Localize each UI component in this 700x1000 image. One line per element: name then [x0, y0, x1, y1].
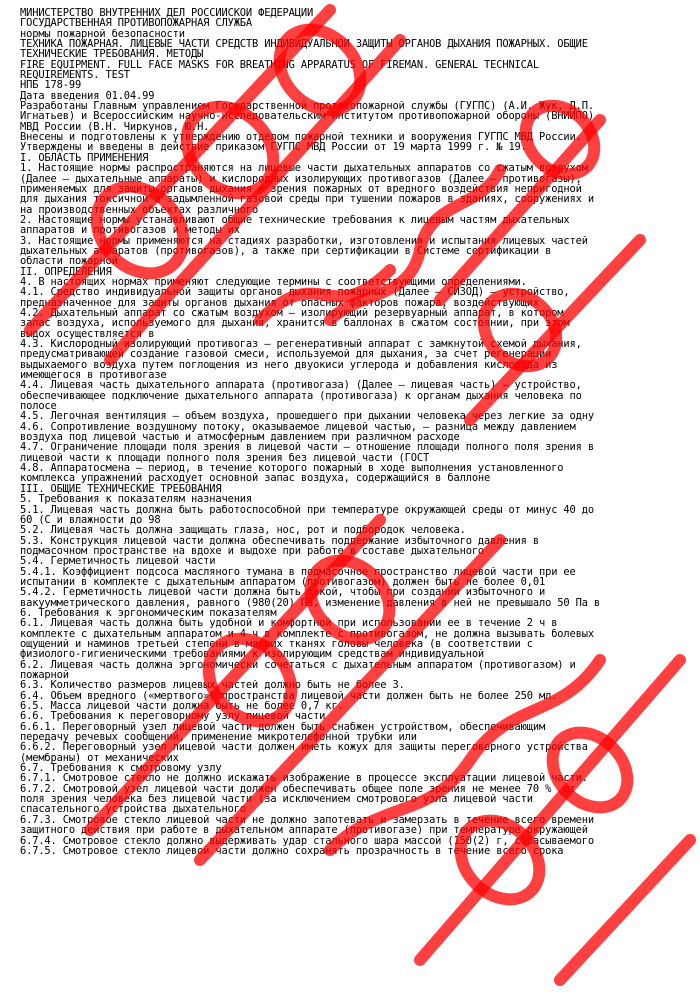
text-line: ГОСУДАРСТВЕННАЯ ПРОТИВОПОЖАРНАЯ СЛУЖБА [20, 18, 253, 29]
text-line: комплекте с дыхательным аппаратом и 4 ч в комплекте с противогазом, не должна вызывать болевых [20, 628, 594, 639]
text-line: 6.6.1. Переговорный узел лицевой части должен быть снабжен устройством, обеспечивающим [20, 721, 546, 733]
text-line: 5.1. Лицевая часть должна быть работоспособной при температуре окружающей среды от минус 40 до [20, 504, 594, 515]
text-line: комплекса упражнений расходует основной запас воздуха, содержащийся в баллоне [20, 473, 491, 484]
text-line: 5.2. Лицевая часть должна защищать глаза, нос, рот и подбородок человека. [20, 525, 466, 536]
text-line: ТЕХНИКА ПОЖАРНАЯ. ЛИЦЕВЫЕ ЧАСТИ СРЕДСТВ ИНДИВИДУАЛЬНОЙ ЗАЩИТЫ ОРГАНОВ ДЫХАНИЯ ПОЖАРНЫХ. ОБЩИЕ [20, 39, 588, 50]
text-line: 2. Настоящие нормы устанавливают общие технические требования к лицевым частям дыхательных [20, 214, 570, 226]
text-line: НПБ 178-99 [20, 80, 82, 91]
text-line: области пожарной [20, 256, 118, 267]
text-line: 6.5. Масса лицевой части должна быть не более 0,7 кг. [20, 701, 344, 712]
text-line: 6.7.1. Смотровое стекло не должно искажать изображение в процессе эксплуатации лицевой части. [20, 773, 588, 784]
text-line: обеспечивающее подключение дыхательного аппарата (противогаза) к органам дыхания человека по [20, 390, 582, 402]
text-line: 4.5. Легочная вентиляция – объем воздуха, прошедшего при дыхании человека через легкие за одну [20, 411, 594, 422]
text-line: 4.2. Дыхательный аппарат со сжатым воздухом – изолирующий резервуарный аппарат, в котором [20, 307, 564, 319]
text-line: I. ОБЛАСТЬ ПРИМЕНЕНИЯ [20, 152, 149, 164]
text-line: II. ОПРЕДЕЛЕНИЯ [20, 266, 112, 277]
text-line: 1. Настоящие нормы распространяются на лицевые части дыхательных аппаратов со сжатым воздухом [20, 163, 588, 174]
text-line: МИНИСТЕРСТВО ВНУТРЕННИХ ДЕЛ РОССИЙСКОЙ ФЕДЕРАЦИИ [20, 8, 314, 19]
text-line: дыхательных аппаратов (противогазов), а также при сертификации в Системе сертификации в [20, 245, 552, 257]
text-line: пожарной [20, 670, 69, 681]
text-line: III. ОБЩИЕ ТЕХНИЧЕСКИЕ ТРЕБОВАНИЯ [20, 483, 222, 495]
text-line: лицевой части к площади полного поля зрения без лицевой части (ГОСТ [20, 452, 430, 464]
text-line: 60 (С и влажности до 98 [20, 514, 161, 526]
text-line: FIRE EQUIPMENT. FULL FACE MASKS FOR BREATHING APPARATUS OF FIREMAN. GENERAL TECHNICAL [20, 59, 539, 71]
text-line: 4.3. Кислородный изолирующий противогаз – регенеративный аппарат с замкнутой схемой дыхания, [20, 339, 582, 350]
text-line: 6.6. Требования к переговорному узлу лицевой части [20, 711, 326, 722]
text-line: физиолого-гигиеническими требованиями к изолирующим средствам индивидуальной [20, 649, 485, 660]
text-line: 6.2. Лицевая часть должна эргономически сочетаться с дыхательным аппаратом (противогазом) и [20, 659, 576, 670]
text-line: 4.6. Сопротивление воздушному потоку, оказываемое лицевой частью, – разница между давлением [20, 421, 576, 433]
text-line: 6.1. Лицевая часть должна быть удобной и комфортной при использовании ее в течение 2 ч в [20, 618, 558, 629]
text-line: 5.3. Конструкция лицевой части должна обеспечивать поддержание избыточного давления в [20, 535, 539, 546]
text-line: 6.7. Требования к смотровому узлу [20, 763, 222, 774]
text-line: 5. Требования к показателям назначения [20, 494, 253, 505]
text-line: выдох осуществляется в [20, 328, 155, 339]
text-line: поля зрения человека без лицевой части (за исключением смотрового узла лицевой части [20, 794, 533, 805]
text-line: 6.7.5. Смотровое стекло лицевой части должно сохранять прозрачность в течение всего срока [20, 845, 564, 857]
text-line: аппаратов и противогазов и методы их [20, 225, 240, 236]
text-line: 4. В настоящих нормах применяют следующие термины с соответствующими определениями. [20, 276, 527, 288]
text-line: защитного действия при работе в дыхательном аппарате (противогазе) при температуре окружающей [20, 825, 588, 836]
text-line: запас воздуха, используемого для дыхания, хранится в баллонах в сжатом состоянии, при этом [20, 318, 570, 329]
text-line: подмасочном пространстве на вдохе и выдохе при работе в составе дыхательного [20, 545, 485, 557]
document-text [20, 8, 696, 856]
text-line: передачу речевых сообщений, применение микротелефонной трубки или [20, 732, 417, 743]
text-line: полосе [20, 401, 57, 412]
text-line: предусматривающей создание газовой смеси, используемой для дыхания, за счет регенерации [20, 349, 552, 360]
text-line: (мембраны) от механических [20, 752, 179, 764]
text-line: предназначенное для защиты органов дыхания от опасных факторов пожара, воздействующих [20, 297, 539, 308]
text-line: 6.7.4. Смотровое стекло должно выдерживать удар стального шара массой (150(2) г, сбрасываемого [20, 835, 594, 846]
text-line: вакуумметрического давления, равного (980(20) Па, изменение давления в ней не превышало 50 Па в [20, 597, 601, 608]
text-line: 4.8. Аппаратосмена – период, в течение которого пожарный в ходе выполнения установленного [20, 463, 564, 474]
text-line: ощущений и наминов третьей степени в мягких тканях головы человека (в соответствии с [20, 638, 533, 650]
text-line: 5.4.1. Коэффициент подсоса масляного тумана в подмасочное пространство лицевой части при ее [20, 566, 576, 577]
text-line: нормы пожарной безопасности [20, 28, 185, 40]
text-line: REQUIREMENTS. TEST [20, 70, 130, 81]
text-line: 4.1. Средство индивидуальной защиты органов дыхания пожарных (Далее – СИЗОД) – устройство, [20, 287, 570, 298]
text-line: Игнатьев) и Всероссийским научно-исследовательским институтом противопожарной обороны (ВНИИПО) [20, 111, 594, 122]
text-line: 6.7.2. Смотровой узел лицевой части должен обеспечивать общее поле зрения не менее 70 % от [20, 783, 576, 795]
text-line: 4.4. Лицевая часть дыхательного аппарата (противогаза) (Далее – лицевая часть) – устройство, [20, 380, 582, 391]
text-line: выдыхаемого воздуха путем поглощения из него двуокиси углерода и добавления кислорода из [20, 359, 558, 371]
text-line: применяемых для защиты органов дыхания и зрения пожарных от вредного воздействия непригодной [20, 183, 582, 195]
text-line: испытании в комплекте с дыхательным аппаратом (противогазом) должен быть не более 0,01 [20, 576, 546, 588]
text-line: 4.7. Ограничение площади поля зрения в лицевой части – отношение площади полного поля зрения в [20, 442, 594, 453]
text-line: спасательного устройства дыхательного [20, 804, 246, 815]
text-line: 5.4. Герметичность лицевой части [20, 556, 216, 567]
text-line: МВД России (В.Н. Чиркунов, Ю.Н. [20, 121, 210, 133]
text-line: 3. Настоящие нормы применяются на стадиях разработки, изготовления и испытания лицевых частей [20, 235, 588, 246]
text-line: 6. Требования к эргономическим показателям [20, 607, 277, 619]
text-line: на производственных объектах различного [20, 204, 259, 215]
text-line: Разработаны Главным управлением Государственной противопожарной службы (ГУГПС) (А.И. Жук, Д.П. [20, 101, 594, 112]
text-line: для дыхания токсичной и задымленной газовой среды при тушении пожаров в зданиях, сооружениях и [20, 194, 594, 205]
text-line: воздуха под лицевой частью и атмосферным давлением при различном расходе [20, 432, 460, 443]
text-line: 5.4.2. Герметичность лицевой части должна быть такой, чтобы при создании избыточного и [20, 587, 546, 598]
text-line: Дата введения 01.04.99 [20, 90, 155, 102]
text-line: ТЕХНИЧЕСКИЕ ТРЕБОВАНИЯ. МЕТОДЫ [20, 49, 204, 60]
text-line: (Далее – дыхательные аппараты) и кислородных изолирующих противогазов (Далее – противогазы), [20, 173, 582, 184]
text-line: 6.3. Количество размеров лицевых частей должно быть не более 3. [20, 680, 405, 691]
text-line: 6.7.3. Смотровое стекло лицевой части не должно запотевать и замерзать в течение всего времени [20, 814, 594, 826]
text-line: имеющегося в противогазе [20, 370, 167, 381]
text-line: Утверждены и введены в действие приказом ГУГПС МВД России от 19 марта 1999 г. № 19. [20, 142, 527, 153]
text-line: 6.4. Объем вредного («мертвого») пространства лицевой части должен быть не более 250 мл. [20, 690, 558, 702]
text-line: Внесены и подготовлены к утверждению отделом пожарной техники и вооружения ГУГПС МВД России. [20, 132, 582, 143]
text-line: 6.6.2. Переговорный узел лицевой части должен иметь кожух для защиты переговорного устройства [20, 742, 588, 753]
